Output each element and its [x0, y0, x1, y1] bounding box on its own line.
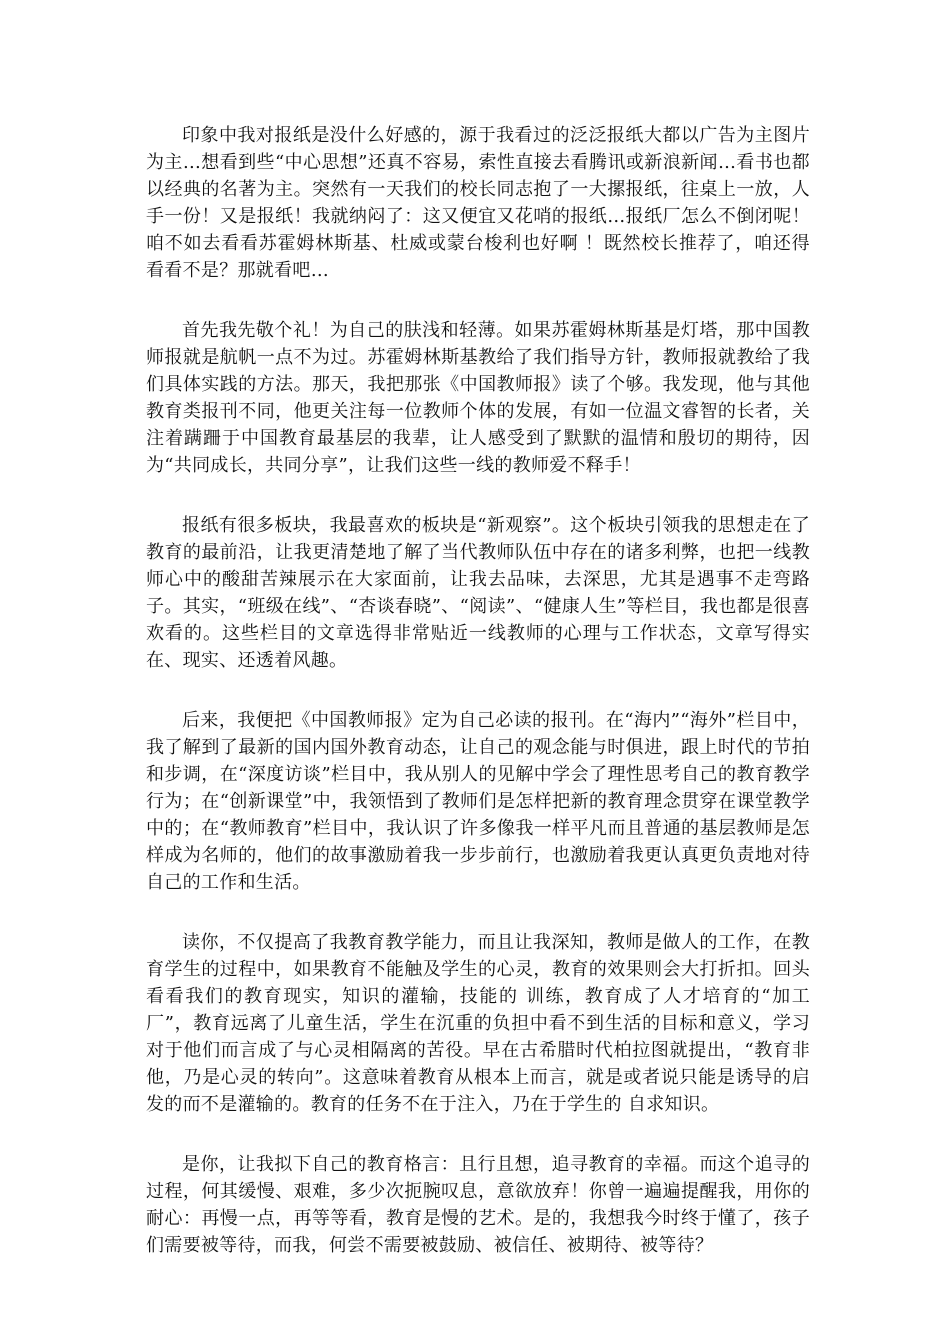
paragraph-1: 印象中我对报纸是没什么好感的，源于我看过的泛泛报纸大都以广告为主图片为主…想看到些“中心思想”还真不容易，索性直接去看腾讯或新浪新闻…看书也都以经典的名著为主。突然有一天我们的校长同志抱了一大摞报纸，往桌上一放，人手一份！又是报纸！我就纳闷了：这又便宜又花哨的报纸…报纸厂怎么不倒闭呢！咱不如去看看苏霍姆林斯基、杜威或蒙台梭利也好啊 ！既然校长推荐了，咱还得看看不是？那就看吧… [146, 125, 810, 281]
paragraph-6: 是你，让我拟下自己的教育格言：且行且想，追寻教育的幸福。而这个追寻的过程，何其缓慢、艰难，多少次扼腕叹息，意欲放弃！你曾一遍遍提醒我，用你的耐心：再慢一点，再等等看，教育是慢的艺术。是的，我想我今时终于懂了，孩子们需要被等待，而我，何尝不需要被鼓励、被信任、被期待、被等待？ [146, 1154, 810, 1256]
paragraph-4: 后来，我便把《中国教师报》定为自己必读的报刊。在“海内”“海外”栏目中，我了解到了最新的国内国外教育动态，让自己的观念能与时俱进，跟上时代的节拍和步调，在“深度访谈”栏目中，我从别人的见解中学会了理性思考自己的教育教学行为；在“创新课堂”中，我领悟到了教师们是怎样把新的教育理念贯穿在课堂教学中的；在“教师教育”栏目中，我认识了许多像我一样平凡而且普通的基层教师是怎样成为名师的，他们的故事激励着我一步步前行，也激励着我更认真更负责地对待自己的工作和生活。 [146, 710, 810, 893]
paragraph-3: 报纸有很多板块，我最喜欢的板块是“新观察”。这个板块引领我的思想走在了教育的最前沿，让我更清楚地了解了当代教师队伍中存在的诸多利弊，也把一线教师心中的酸甜苦辣展示在大家面前，让我去品味，去深思，尤其是遇事不走弯路子。其实，“班级在线”、“杏谈春晓”、“阅读”、“健康人生”等栏目，我也都是很喜欢看的。这些栏目的文章选得非常贴近一线教师的心理与工作状态，文章写得实在、现实、还透着风趣。 [146, 515, 810, 671]
paragraph-5: 读你，不仅提高了我教育教学能力，而且让我深知，教师是做人的工作，在教育学生的过程中，如果教育不能触及学生的心灵，教育的效果则会大打折扣。回头看看我们的教育现实，知识的灌输，技能的 训练，教育成了人才培育的“加工厂”，教育远离了儿童生活，学生在沉重的负担中看不到生活的目标和意义，学习对于他们而言成了与心灵相隔离的苦役。早在古希腊时代柏拉图就提出，“教育非他，乃是心灵的转向”。这意味着教育从根本上而言，就是或者说只能是诱导的启发的而不是灌输的。教育的任务不在于注入，乃在于学生的 自求知识。 [146, 932, 810, 1115]
article-body [146, 122, 810, 1292]
paragraph-2: 首先我先敬个礼！为自己的肤浅和轻薄。如果苏霍姆林斯基是灯塔，那中国教师报就是航帆一点不为过。苏霍姆林斯基教给了我们指导方针，教师报就教给了我们具体实践的方法。那天，我把那张《中国教师报》读了个够。我发现，他与其他教育类报刊不同，他更关注每一位教师个体的发展，有如一位温文睿智的长者，关注着蹒跚于中国教育最基层的我辈，让人感受到了默默的温情和殷切的期待，因为“共同成长，共同分享”，让我们这些一线的教师爱不释手！ [146, 320, 810, 476]
